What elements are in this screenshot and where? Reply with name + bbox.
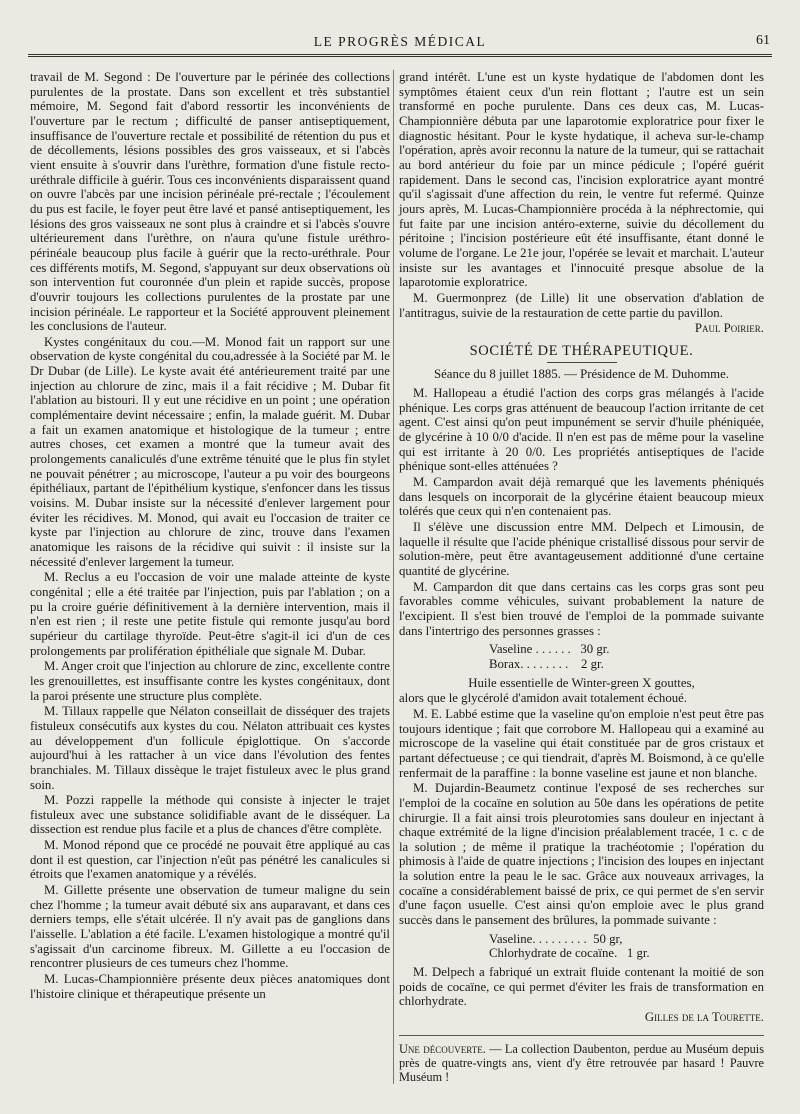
paragraph: M. Reclus a eu l'occasion de voir une malade atteinte de kyste congénital ; elle a été traitée par l'injection, puis par l'ablation ; on a pu la croire guérie définitivement à la dernière intervention, mais il n'en est rien ; il reste une petite fistule qui remonte jusqu'au bord supérieur du cartilage thyroïde. Peut-être s'agit-il ici d'un de ces prolongements par prolifération épithéliale que signale M. Dubar. [30, 570, 390, 658]
paragraph: M. Anger croit que l'injection au chlorure de zinc, excellente contre les grenouillettes, est insuffisante contre les kystes congénitaux, dont la paroi présente une structure plus complète. [30, 659, 390, 703]
page-number: 61 [756, 33, 770, 48]
formula-note: Huile essentielle de Winter-green X gouttes, [468, 675, 695, 690]
notice-lead: Une découverte. [399, 1042, 486, 1056]
paragraph: M. Guermonprez (de Lille) lit une observation d'ablation de l'antitragus, suivie de la restauration de cette partie du pavillon. [399, 290, 764, 320]
paragraph: M. Monod répond que ce procédé ne pouvait être appliqué au cas dont il est question, car l'injection n'eût pas pénétré les canalicules si étroits que l'examen anatomique y a révélés. [30, 838, 390, 882]
paragraph: M. Lucas-Championnière présente deux pièces anatomiques dont l'histoire clinique et thérapeutique présente un [30, 972, 390, 1001]
formula-line: Chlorhydrate de cocaïne. 1 gr. [489, 946, 650, 961]
author-signature: Gilles de la Tourette. [644, 1010, 764, 1025]
paragraph: Kystes congénitaux du cou.—M. Monod fait un rapport sur une observation de kyste congénital du cou,adressée à la Société par M. le Dr Dubar (de Lille). Le kyste avait été antérieurement traité par une injection au chlorure de zinc, mais il a fait récidive ; M. Dubar fit l'ablation au bistouri. Il y eut une récidive en un point ; une opération complémentaire devint nécessaire ; enfin, la malade guérit. M. Dubar a fait un examen anatomique et histologique de la tumeur ; entre autres choses, cet examen a montré que la tumeur avait des prolongements canaliculés d'une extrême ténuité que le plus fin stylet ne pouvait pénétrer ; au microscope, l'auteur a pu voir des bourgeons épithéliaux, partant de l'épithélium kystique, s'enfoncer dans les tissus voisins. M. Dubar insiste sur la nécessité d'enlever largement pour éviter les récidives. M. Monod, qui avait eu l'occasion de traiter ce kyste par l'injection au chlorure de zinc, trouve dans l'examen anatomique les raisons de la récidive qui suivit : il insiste sur la nécessité d'enlever largement la tumeur. [30, 334, 390, 569]
paragraph: travail de M. Segond : De l'ouverture par le périnée des collections purulentes de la prostate. Dans son excellent et très substantiel mémoire, M. Segond fait d'abord ressortir les inconvénients de l'ouverture par le rectum ; difficulté de panser antiseptiquement, insuffisance de l'ouverture rectale et possibilité de rétention du pus et de décollements, lésions possibles des gros vaisseaux, et si l'abcès vient ensuite à s'ouvrir dans l'urèthre, formation d'une fistule recto-uréthrale difficile à guérir. Tous ces inconvénients disparaissent quand on ouvre l'abcès par une incision périnéale pré-rectale ; l'écoulement du pus est facile, le foyer peut être lavé et pansé antiseptiquement, les lésions des gros vaisseaux ne sont plus à craindre et si l'abcès s'ouvre ultérieurement dans l'urèthre, on n'aura qu'une fistule uréthro-périnéale beaucoup plus facile à guérir que la recto-uréthrale. Pour ces différents motifs, M. Segond, s'appuyant sur deux observations où son intervention fut couronnée d'un plein et rapide succès, propose d'ouvrir toujours les collections purulentes de la prostate par une incision périnéale. Le rapporteur et la Société approuvent pleinement les conclusions de l'auteur. [30, 70, 390, 334]
paragraph: M. Pozzi rappelle la méthode qui consiste à injecter le trajet fistuleux avec une substance solidifiable avant de le disséquer. La dissection est rendue plus facile et a plus de chances d'être complète. [30, 793, 390, 837]
paragraph: M. Tillaux rappelle que Nélaton conseillait de disséquer des trajets fistuleux consécutifs aux kystes du cou. Nélaton attribuait ces kystes au développement d'un follicule épiglottique. On s'accorde aujourd'hui à les rattacher à un vice dans l'évolution des fentes branchiales. M. Tillaux dissèque le trajet fistuleux avec le plus grand soin. [30, 704, 390, 792]
left-column [30, 70, 390, 1002]
right-column [399, 70, 764, 1031]
session-line: Séance du 8 juillet 1885. — Présidence de M. Duhomme. [434, 367, 729, 382]
formula [489, 932, 764, 961]
journal-title: LE PROGRÈS MÉDICAL [313, 34, 487, 49]
paragraph: grand intérêt. L'une est un kyste hydatique de l'abdomen dont les symptômes étaient ceux d'un rein flottant ; l'autre est un sein transformé en poche purulente. Dans ces deux cas, M. Lucas-Championnière débuta par une laparotomie exploratrice pour fixer le diagnostic hésitant. Pour le kyste hydatique, il acheva sur-le-champ l'opération, après avoir reconnu la nature de la tumeur, qui se rattachait au bord antérieur du foie par un mince pédicule ; l'opéré guérit rapidement. Dans le second cas, l'incision exploratrice ayant montré qu'il s'agissait d'une affection du rein, le ventre fut refermé. Quinze jours après, M. Lucas-Championnière procéda à la néphrectomie, qui fut faite par une incision antéro-externe, suivie du décollement du péritoine ; l'incision postérieure eût été insuffisante, étant donné le volume de l'organe. Le 21e jour, l'opérée se levait et marchait. L'auteur insiste sur les avantages et l'innocuité presque absolue de la laparotomie exploratrice. [399, 70, 764, 290]
formula-line: Borax. . . . . . . . 2 gr. [489, 656, 604, 671]
paragraph: M. Gillette présente une observation de tumeur maligne du sein chez l'homme ; la tumeur avait débuté six ans auparavant, et dans ces derniers temps, elle s'était ulcérée. Il n'y avait pas de ganglions dans l'aisselle. L'ablation a été facile. L'examen histologique a montré qu'il s'agissait d'un carcinome fibreux. M. Gillette a eu l'occasion de rencontrer plusieurs de ces tumeurs chez l'homme. [30, 883, 390, 971]
formula [489, 642, 764, 671]
section-title: SOCIÉTÉ DE THÉRAPEUTIQUE. [399, 344, 764, 364]
formula-line: Vaseline . . . . . . 30 gr. [489, 642, 610, 657]
paragraph: M. E. Labbé estime que la vaseline qu'on emploie n'est peut être pas toujours identique ; fait que corrobore M. Hallopeau qui a examiné au microscope de la vaseline qui était constituée par de gros cristaux et partant défectueuse ; ce qui tiendrait, d'après M. Boismond, à ce qu'elle renfermait de la paraffine : la bonne vaseline est jaune et non blanche. [399, 706, 764, 780]
formula-line: Vaseline. . . . . . . . . 50 gr, [489, 931, 623, 946]
paragraph: M. Dujardin-Beaumetz continue l'exposé de ses recherches sur l'emploi de la cocaïne en solution au 50e dans les opérations de petite chirurgie. Il a fait ainsi trois pleurotomies sans douleur en injectant à chaque extrémité de la ligne d'incision préalablement tracée, 1 c. c de la solution ; de même il pratique la trachéotomie ; l'opération du phimosis à l'aide de quatre injections ; l'incision des loupes en injectant la solution entre la peau le le sac. Grâce aux nouveaux arrivages, la cocaïne a considérablement baissé de prix, ce qui permet de s'en servir d'une façon usuelle. C'est ainsi qu'on emploie avec le plus grand succès dans le pansement des brûlures, la pommade suivante : [399, 781, 764, 928]
paragraph: M. Hallopeau a étudié l'action des corps gras mélangés à l'acide phénique. Les corps gras atténuent de beaucoup l'action irritante de cet agent. C'est ainsi qu'on peut impunément se servir d'huile phéniquée, de glycérine à 10 0/0 d'acide. Il n'en est pas de même pour la vaseline qui est irritante à 20 0/0. Les propriétés antiseptiques de l'acide phénique sont-elles atténuées ? [399, 386, 764, 474]
page-header [28, 30, 772, 57]
paragraph: M. Campardon avait déjà remarqué que les lavements phéniqués dans lesquels on incorporait de la glycérine étaient beaucoup mieux tolérés que ceux qui n'en contenaient pas. [399, 475, 764, 519]
paragraph: Il s'élève une discussion entre MM. Delpech et Limousin, de laquelle il résulte que l'acide phénique cristallisé dissous pour servir de solution-mère, peut être avantageusement additionné d'une certaine quantité de glycérine. [399, 520, 764, 578]
paragraph: alors que le glycérolé d'amidon avait totalement échoué. [399, 691, 687, 706]
paragraph: M. Campardon dit que dans certains cas les corps gras sont peu favorables comme véhicules, suivant probablement la nature de l'excipient. Il s'est bien trouvé de l'emploi de la pommade suivante dans l'intertrigo des personnes grasses : [399, 579, 764, 638]
column-divider [393, 70, 394, 1084]
author-signature: Paul Poirier. [694, 321, 764, 336]
paragraph: M. Delpech a fabriqué un extrait fluide contenant la moitié de son poids de cocaïne, ce qui permet d'éviter les frais de transformation en chlorhydrate. [399, 965, 764, 1009]
notice-text: — La collection Daubenton, perdue au Muséum depuis près de quatre-vingts ans, vient d'y être retrouvée par hasard ! Pauvre Muséum ! [399, 1042, 764, 1084]
news-notice [399, 1035, 764, 1084]
